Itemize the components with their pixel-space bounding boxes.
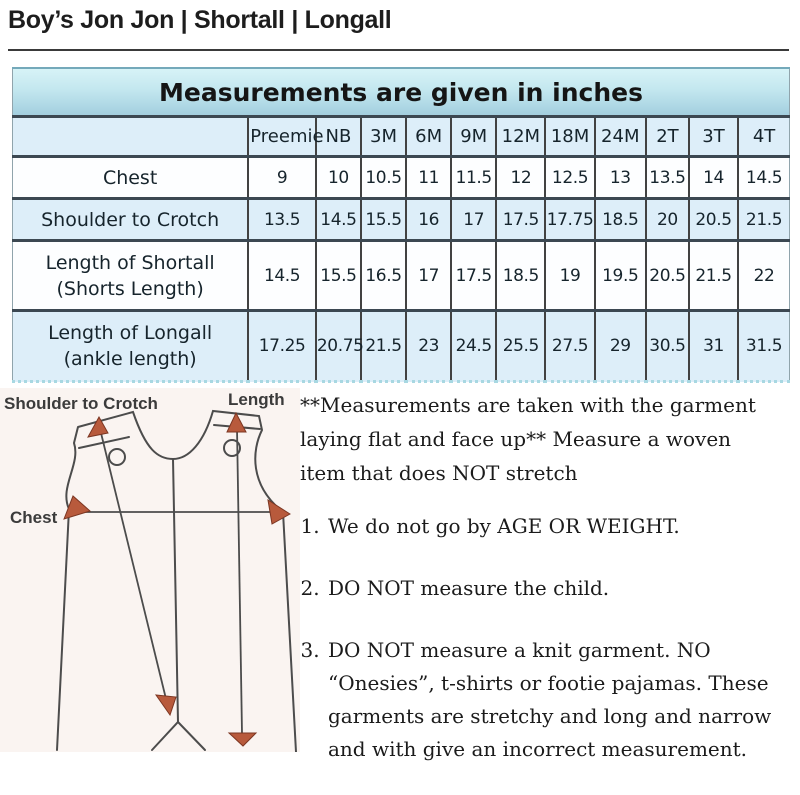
size-value-cell: 31	[689, 311, 738, 382]
size-value-cell: 17	[451, 199, 496, 241]
size-value-cell: 17.75	[545, 199, 594, 241]
center-front-line	[173, 459, 178, 722]
row-label: Shoulder to Crotch	[41, 208, 220, 231]
notes-list	[300, 510, 781, 766]
table-column-headers	[13, 117, 790, 157]
size-value-cell: 14.5	[316, 199, 361, 241]
size-value-cell: 15.5	[316, 241, 361, 311]
size-value-cell: 30.5	[646, 311, 689, 382]
size-value-cell: 16.5	[361, 241, 406, 311]
size-value-cell: 13	[595, 157, 646, 199]
label-chest: Chest	[10, 508, 58, 527]
size-value-cell: 12.5	[545, 157, 594, 199]
measurement-notes	[300, 384, 792, 795]
notes-intro: **Measurements are taken with the garment laying flat and face up** Measure a woven item that does NOT stretch	[300, 393, 756, 485]
size-value-cell: 10	[316, 157, 361, 199]
table-row	[13, 241, 790, 311]
size-value-cell: 21.5	[689, 241, 738, 311]
table-caption: Measurements are given in inches	[13, 68, 790, 117]
size-value-cell: 18.5	[595, 199, 646, 241]
size-value-cell: 24.5	[451, 311, 496, 382]
table-row	[13, 311, 790, 382]
size-value-cell: 12	[496, 157, 545, 199]
size-value-cell: 10.5	[361, 157, 406, 199]
size-value-cell: 14.5	[248, 241, 316, 311]
size-value-cell: 29	[595, 311, 646, 382]
size-value-cell: 25.5	[496, 311, 545, 382]
row-label: Length of Longall (ankle length)	[48, 322, 213, 370]
size-value-cell: 11.5	[451, 157, 496, 199]
note-item: 1. We do not go by AGE OR WEIGHT.	[326, 510, 781, 543]
garment-diagram-svg	[0, 388, 300, 752]
title-divider	[8, 49, 789, 51]
table-row	[13, 157, 790, 199]
size-table	[12, 67, 790, 383]
size-value-cell: 20.5	[646, 241, 689, 311]
chest-arrow	[64, 496, 290, 524]
column-header: 9M	[451, 117, 496, 157]
column-header: 12M	[496, 117, 545, 157]
size-value-cell: 31.5	[738, 311, 789, 382]
size-value-cell: 20.5	[689, 199, 738, 241]
size-value-cell: 16	[406, 199, 451, 241]
size-value-cell: 13.5	[646, 157, 689, 199]
size-value-cell: 14	[689, 157, 738, 199]
length-arrow	[227, 413, 256, 746]
size-value-cell: 11	[406, 157, 451, 199]
size-value-cell: 27.5	[545, 311, 594, 382]
label-shoulder-to-crotch: Shoulder to Crotch	[4, 394, 158, 413]
size-value-cell: 23	[406, 311, 451, 382]
size-value-cell: 17.5	[451, 241, 496, 311]
size-value-cell: 22	[738, 241, 789, 311]
garment-outline	[57, 411, 296, 752]
column-header: NB	[316, 117, 361, 157]
note-item: 2. DO NOT measure the child.	[326, 572, 781, 605]
label-length: Length	[228, 390, 285, 409]
size-value-cell: 13.5	[248, 199, 316, 241]
column-header: 6M	[406, 117, 451, 157]
size-value-cell: 20.75	[316, 311, 361, 382]
crotch-inseam	[152, 722, 205, 750]
size-value-cell: 21.5	[738, 199, 789, 241]
size-value-cell: 19	[545, 241, 594, 311]
size-value-cell: 17.5	[496, 199, 545, 241]
row-label: Chest	[102, 166, 158, 189]
table-body	[13, 157, 790, 382]
shoulder-to-crotch-arrow	[88, 417, 176, 715]
strap-button-left	[109, 449, 125, 465]
size-value-cell: 15.5	[361, 199, 406, 241]
size-value-cell: 14.5	[738, 157, 789, 199]
column-header: 18M	[545, 117, 594, 157]
garment-diagram	[0, 388, 300, 752]
corner-cell	[13, 117, 249, 157]
note-item: 3. DO NOT measure a knit garment. NO “Onesies”, t-shirts or footie pajamas. These garments are stretchy and long and narrow and with give an incorrect measurement.	[326, 634, 781, 766]
column-header: Preemie	[248, 117, 316, 157]
size-value-cell: 18.5	[496, 241, 545, 311]
page-title: Boy’s Jon Jon | Shortall | Longall	[8, 6, 392, 34]
table-caption-row	[13, 68, 790, 117]
size-value-cell: 17	[406, 241, 451, 311]
column-header: 4T	[738, 117, 789, 157]
size-value-cell: 19.5	[595, 241, 646, 311]
column-header: 3T	[689, 117, 738, 157]
size-value-cell: 21.5	[361, 311, 406, 382]
size-value-cell: 17.25	[248, 311, 316, 382]
table-row	[13, 199, 790, 241]
size-value-cell: 20	[646, 199, 689, 241]
row-label: Length of Shortall (Shorts Length)	[45, 251, 215, 300]
column-header: 2T	[646, 117, 689, 157]
column-header: 24M	[595, 117, 646, 157]
column-header: 3M	[361, 117, 406, 157]
size-value-cell: 9	[248, 157, 316, 199]
